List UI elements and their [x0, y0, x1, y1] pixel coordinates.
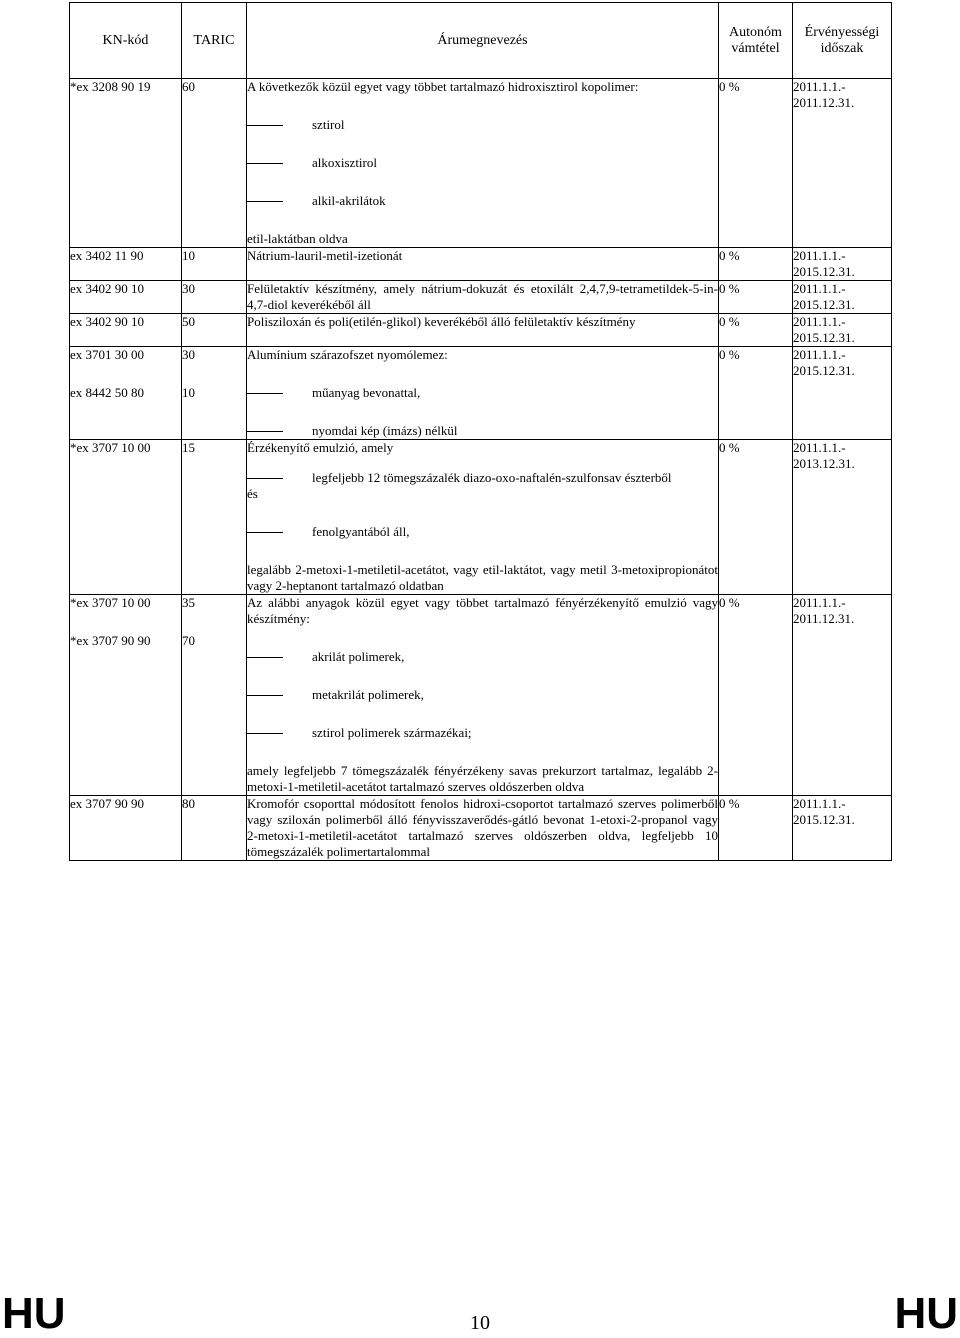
table-row	[70, 440, 892, 595]
taric-cell	[182, 595, 247, 796]
footer-language-right: HU	[894, 1289, 958, 1338]
kn-code-cell	[70, 595, 182, 796]
kn-code: *ex 3707 90 90	[70, 633, 151, 648]
period-cell: 2011.1.1.- 2011.12.31.	[793, 79, 892, 248]
kn-code: ex 3707 90 90	[70, 796, 145, 811]
rate-cell	[719, 281, 793, 314]
taric-cell	[182, 440, 247, 595]
rate-cell	[719, 595, 793, 796]
dash-icon	[247, 201, 283, 202]
header-row	[70, 3, 892, 79]
description-cell	[247, 796, 719, 861]
dash-item: legfeljebb 12 tömegszázalék diazo-oxo-naftalén-szulfonsav észterből	[247, 470, 718, 486]
kn-code: *ex 3208 90 19	[70, 79, 151, 94]
description-cell	[247, 347, 719, 440]
taric-cell	[182, 314, 247, 347]
kn-code: ex 3402 11 90	[70, 248, 144, 263]
description-outro: legalább 2-metoxi-1-metiletil-acetátot, vagy etil-laktátot, vagy metil 3-metoxipropionátot vagy 2-heptanont tartalmazó oldatban	[247, 562, 718, 593]
header-kn: KN-kód	[70, 3, 182, 79]
period-cell: 2011.1.1.- 2015.12.31.	[793, 314, 892, 347]
rate-value: 0 %	[719, 314, 740, 329]
description-cell	[247, 281, 719, 314]
taric-code: 10	[182, 248, 195, 263]
description-intro: Kromofór csoporttal módosított fenolos hidroxi-csoportot tartalmazó szerves polimerből vagy sziloxán polimerből álló fényvisszaverődés-gátló bevonat 1-etoxi-2-propanol vagy 2-metoxi-1-metiletil-acetátot tartalmazó szerves oldószerben oldva, legfeljebb 10 tömegszázalék polimertartalommal	[247, 796, 718, 859]
taric-cell	[182, 347, 247, 440]
kn-code-cell	[70, 281, 182, 314]
table-row	[70, 347, 892, 440]
kn-code-cell	[70, 440, 182, 595]
period-cell: 2011.1.1.- 2015.12.31.	[793, 796, 892, 861]
taric-cell	[182, 79, 247, 248]
taric-code: 60	[182, 79, 195, 94]
period-cell: 2011.1.1.- 2013.12.31.	[793, 440, 892, 595]
rate-cell	[719, 248, 793, 281]
dash-icon	[247, 431, 283, 432]
table-row	[70, 314, 892, 347]
dash-item: nyomdai kép (imázs) nélkül	[247, 423, 718, 439]
description-intro: Nátrium-lauril-metil-izetionát	[247, 248, 403, 263]
description-cell	[247, 314, 719, 347]
kn-code: ex 3402 90 10	[70, 281, 145, 296]
dash-icon	[247, 657, 283, 658]
description-outro: amely legfeljebb 7 tömegszázalék fényérzékeny savas prekurzort tartalmaz, legalább 2-metoxi-1-metiletil-acetátot tartalmazó szerves oldószerben oldva	[247, 763, 718, 794]
kn-code: *ex 3707 10 00	[70, 595, 151, 610]
rate-cell	[719, 796, 793, 861]
dash-item: akrilát polimerek,	[247, 649, 718, 665]
taric-code: 70	[182, 633, 195, 648]
taric-code: 35	[182, 595, 195, 610]
taric-code: 30	[182, 347, 195, 362]
description-intro: Alumínium szárazofszet nyomólemez:	[247, 347, 448, 362]
kn-code: ex 3402 90 10	[70, 314, 145, 329]
table-row	[70, 796, 892, 861]
taric-cell	[182, 796, 247, 861]
dash-item: fenolgyantából áll,	[247, 524, 718, 540]
taric-code: 50	[182, 314, 195, 329]
dash-icon	[247, 125, 283, 126]
taric-cell	[182, 248, 247, 281]
rate-cell	[719, 79, 793, 248]
description-cell	[247, 595, 719, 796]
header-taric: TARIC	[182, 3, 247, 79]
rate-value: 0 %	[719, 79, 740, 94]
period-cell: 2011.1.1.- 2015.12.31.	[793, 281, 892, 314]
kn-code-cell	[70, 796, 182, 861]
period-cell: 2011.1.1.- 2011.12.31.	[793, 595, 892, 796]
rate-value: 0 %	[719, 796, 740, 811]
header-description: Árumegnevezés	[247, 3, 719, 79]
table-row	[70, 79, 892, 248]
dash-icon	[247, 733, 283, 734]
kn-code-cell	[70, 347, 182, 440]
rate-value: 0 %	[719, 595, 740, 610]
period-cell: 2011.1.1.- 2015.12.31.	[793, 347, 892, 440]
dash-icon	[247, 393, 283, 394]
kn-code: ex 3701 30 00	[70, 347, 145, 362]
description-cell	[247, 79, 719, 248]
dash-item: alkoxisztirol	[247, 155, 718, 171]
period-cell: 2011.1.1.- 2015.12.31.	[793, 248, 892, 281]
taric-code: 10	[182, 385, 195, 400]
taric-code: 30	[182, 281, 195, 296]
kn-code: ex 8442 50 80	[70, 385, 145, 400]
rate-value: 0 %	[719, 248, 740, 263]
taric-code: 80	[182, 796, 195, 811]
taric-cell	[182, 281, 247, 314]
dash-icon	[247, 695, 283, 696]
description-cell	[247, 248, 719, 281]
description-intro: A következők közül egyet vagy többet tartalmazó hidroxisztirol kopolimer:	[247, 79, 639, 94]
rate-cell	[719, 440, 793, 595]
dash-item: műanyag bevonattal,	[247, 385, 718, 401]
header-period: Érvényességi időszak	[793, 3, 892, 79]
kn-code-cell	[70, 314, 182, 347]
dash-item: sztirol polimerek származékai;	[247, 725, 718, 741]
kn-code-cell	[70, 248, 182, 281]
kn-code: *ex 3707 10 00	[70, 440, 151, 455]
tariff-table	[69, 2, 892, 861]
header-rate: Autonóm vámtétel	[719, 3, 793, 79]
dash-tail: és	[247, 486, 258, 501]
rate-cell	[719, 347, 793, 440]
rate-value: 0 %	[719, 440, 740, 455]
dash-item: alkil-akrilátok	[247, 193, 718, 209]
rate-value: 0 %	[719, 281, 740, 296]
description-intro: Érzékenyítő emulzió, amely	[247, 440, 394, 455]
dash-item: sztirol	[247, 117, 718, 133]
dash-icon	[247, 163, 283, 164]
dash-icon	[247, 532, 283, 533]
description-intro: Felületaktív készítmény, amely nátrium-dokuzát és etoxilált 2,4,7,9-tetrametildek-5-in-4,7-diol keverékéből áll	[247, 281, 718, 312]
description-intro: Az alábbi anyagok közül egyet vagy többet tartalmazó fényérzékenyítő emulzió vagy készítmény:	[247, 595, 718, 626]
description-outro: etil-laktátban oldva	[247, 231, 348, 246]
description-cell	[247, 440, 719, 595]
taric-code: 15	[182, 440, 195, 455]
dash-icon	[247, 478, 283, 479]
table-row	[70, 595, 892, 796]
table-row	[70, 281, 892, 314]
page-number: 10	[470, 1312, 490, 1334]
rate-cell	[719, 314, 793, 347]
description-intro: Polisziloxán és poli(etilén-glikol) keverékéből álló felületaktív készítmény	[247, 314, 636, 329]
table-row	[70, 248, 892, 281]
rate-value: 0 %	[719, 347, 740, 362]
dash-item: metakrilát polimerek,	[247, 687, 718, 703]
footer-language-left: HU	[2, 1289, 66, 1338]
kn-code-cell	[70, 79, 182, 248]
